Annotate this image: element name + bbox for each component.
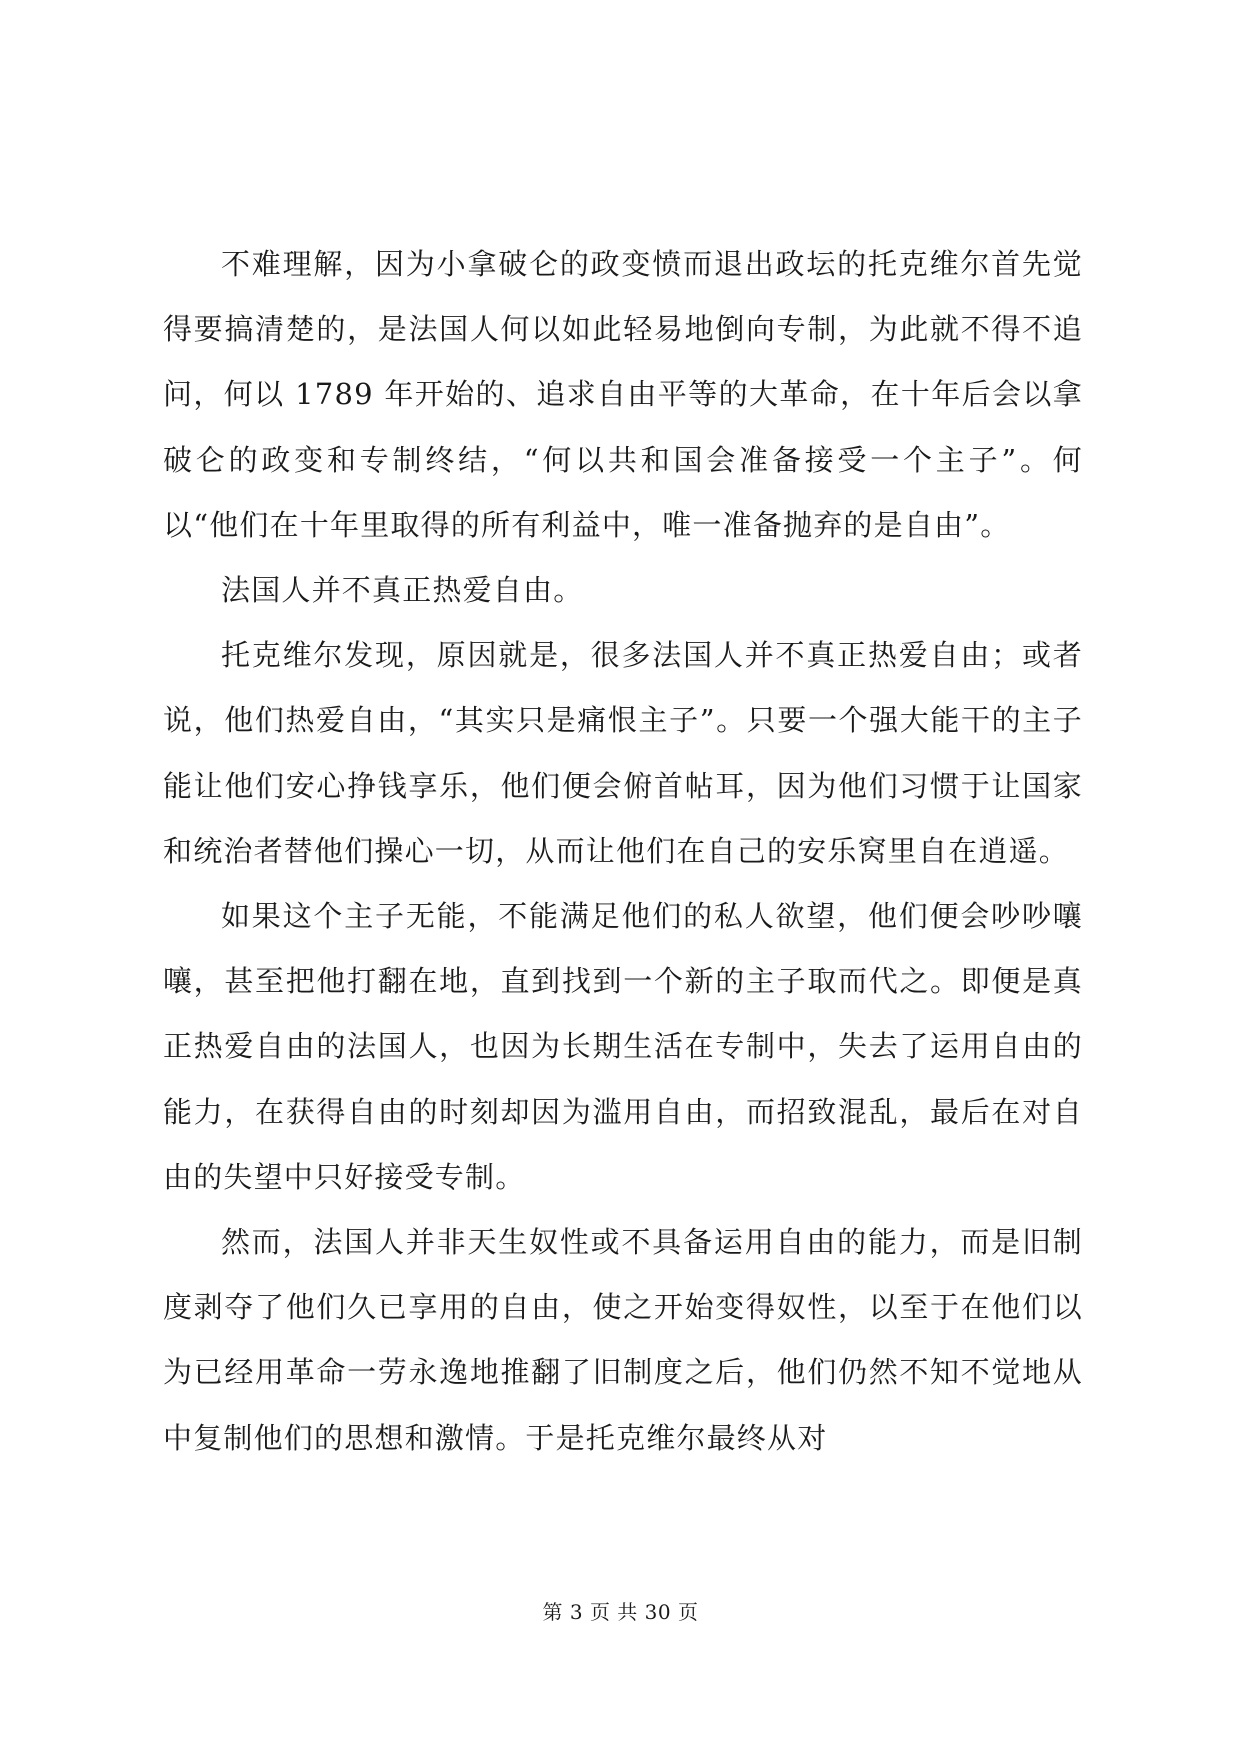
paragraph-3: 托克维尔发现，原因就是，很多法国人并不真正热爱自由；或者说，他们热爱自由，“其实只是痛恨主子”。只要一个强大能干的主子能让他们安心挣钱享乐，他们便会俯首帖耳，因为他们习惯于让国家和统治者替他们操心一切，从而让他们在自己的安乐窝里自在逍遥。 (163, 638, 1083, 868)
paragraph-1: 不难理解，因为小拿破仑的政变愤而退出政坛的托克维尔首先觉得要搞清楚的，是法国人何以如此轻易地倒向专制，为此就不得不追问，何以 1789 年开始的、追求自由平等的大革命，在十年后会以拿破仑的政变和专制终结，“何以共和国会准备接受一个主子”。何以“他们在十年里取得的所有利益中，唯一准备抛弃的是自由”。 (163, 247, 1083, 542)
body-text (163, 232, 1083, 1471)
page-footer: 第 3 页 共 30 页 (542, 1600, 699, 1624)
paragraph-2: 法国人并不真正热爱自由。 (221, 573, 584, 608)
paragraph-4: 如果这个主子无能，不能满足他们的私人欲望，他们便会吵吵嚷嚷，甚至把他打翻在地，直到找到一个新的主子取而代之。即便是真正热爱自由的法国人，也因为长期生活在专制中，失去了运用自由的能力，在获得自由的时刻却因为滥用自由，而招致混乱，最后在对自由的失望中只好接受专制。 (163, 899, 1083, 1194)
paragraph-5: 然而，法国人并非天生奴性或不具备运用自由的能力，而是旧制度剥夺了他们久已享用的自由，使之开始变得奴性，以至于在他们以为已经用革命一劳永逸地推翻了旧制度之后，他们仍然不知不觉地从中复制他们的思想和激情。于是托克维尔最终从对 (163, 1225, 1083, 1455)
